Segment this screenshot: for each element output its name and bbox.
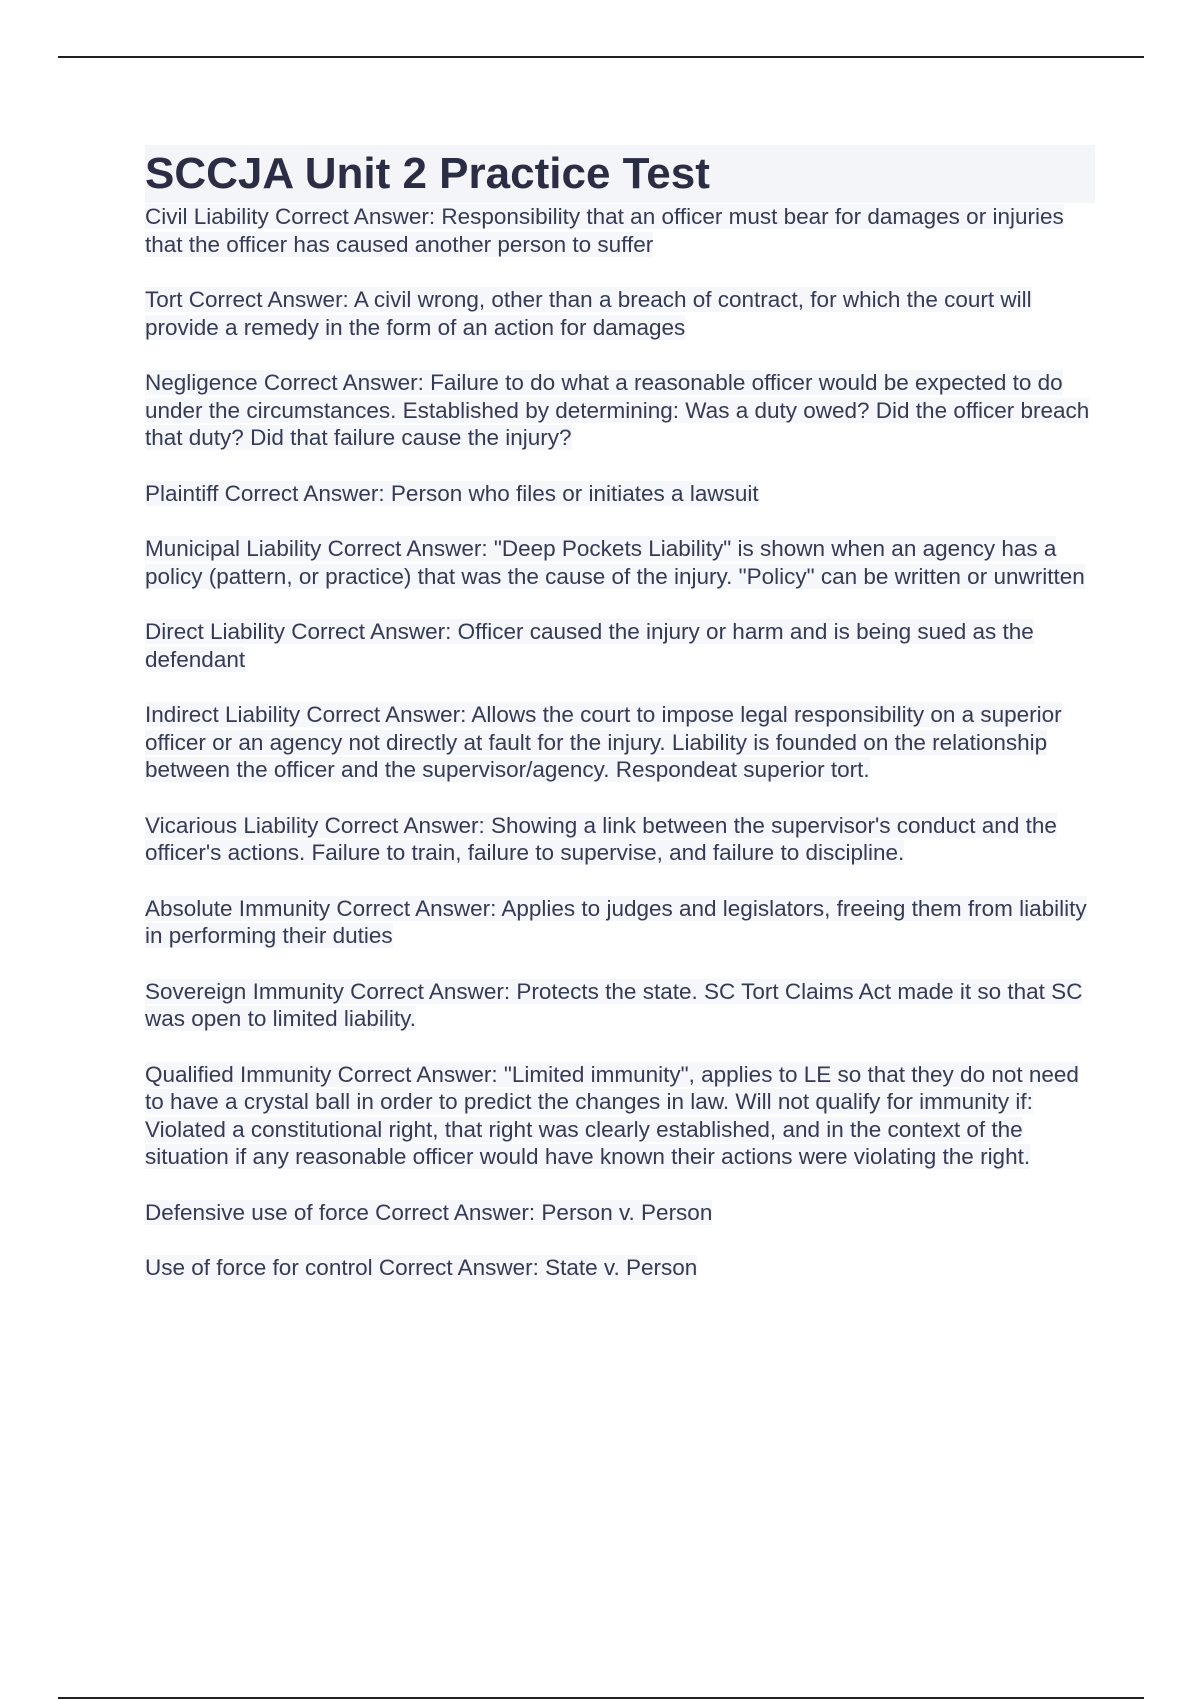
qa-item-plaintiff	[145, 480, 1095, 508]
qa-text: Civil Liability Correct Answer: Responsibility that an officer must bear for damages or injuries that the officer has caused another person to suffer	[145, 204, 1064, 257]
qa-item-negligence	[145, 369, 1095, 452]
qa-item-vicarious-liability	[145, 812, 1095, 867]
qa-text: Plaintiff Correct Answer: Person who files or initiates a lawsuit	[145, 480, 759, 506]
qa-item-civil-liability	[145, 203, 1095, 258]
qa-item-use-of-force-for-control	[145, 1254, 1095, 1282]
qa-text: Sovereign Immunity Correct Answer: Protects the state. SC Tort Claims Act made it so that SC was open to limited liability.	[145, 978, 1083, 1031]
qa-text: Use of force for control Correct Answer: State v. Person	[145, 1255, 698, 1280]
qa-text: Indirect Liability Correct Answer: Allows the court to impose legal responsibility on a superior officer or an agency not directly at fault for the injury. Liability is founded on the relationship between the officer and the supervisor/agency. Respondeat superior tort.	[145, 702, 1062, 782]
qa-text: Defensive use of force Correct Answer: Person v. Person	[145, 1199, 713, 1225]
qa-list	[145, 203, 1095, 1282]
qa-text: Direct Liability Correct Answer: Officer caused the injury or harm and is being sued as the defendant	[145, 619, 1034, 672]
qa-text: Tort Correct Answer: A civil wrong, other than a breach of contract, for which the court will provide a remedy in the form of an action for damages	[145, 287, 1032, 340]
qa-text: Absolute Immunity Correct Answer: Applies to judges and legislators, freeing them from liability in performing their duties	[145, 895, 1087, 948]
qa-text: Municipal Liability Correct Answer: "Deep Pockets Liability" is shown when an agency has a policy (pattern, or practice) that was the cause of the injury. "Policy" can be written or unwritten	[145, 536, 1085, 589]
top-divider	[58, 56, 1144, 58]
qa-item-indirect-liability	[145, 701, 1095, 784]
bottom-divider	[58, 1697, 1144, 1699]
qa-item-absolute-immunity	[145, 895, 1095, 950]
qa-item-qualified-immunity	[145, 1061, 1095, 1171]
qa-text: Qualified Immunity Correct Answer: "Limited immunity", applies to LE so that they do not need to have a crystal ball in order to predict the changes in law. Will not qualify for immunity if: Violated a constitutional right, that right was clearly established, and in the context of the situation if any reasonable officer would have known their actions were violating the right.	[145, 1061, 1079, 1169]
qa-text: Vicarious Liability Correct Answer: Showing a link between the supervisor's conduct and the officer's actions. Failure to train, failure to supervise, and failure to discipline.	[145, 812, 1057, 865]
qa-item-direct-liability	[145, 618, 1095, 673]
qa-item-sovereign-immunity	[145, 978, 1095, 1033]
qa-item-municipal-liability	[145, 535, 1095, 590]
qa-item-tort	[145, 286, 1095, 341]
document-body	[145, 145, 1095, 1310]
qa-text: Negligence Correct Answer: Failure to do what a reasonable officer would be expected to do under the circumstances. Established by determining: Was a duty owed? Did the officer breach that duty? Did that failure cause the injury?	[145, 370, 1090, 450]
qa-item-defensive-use-of-force	[145, 1199, 1095, 1227]
page-title: SCCJA Unit 2 Practice Test	[145, 145, 1095, 203]
